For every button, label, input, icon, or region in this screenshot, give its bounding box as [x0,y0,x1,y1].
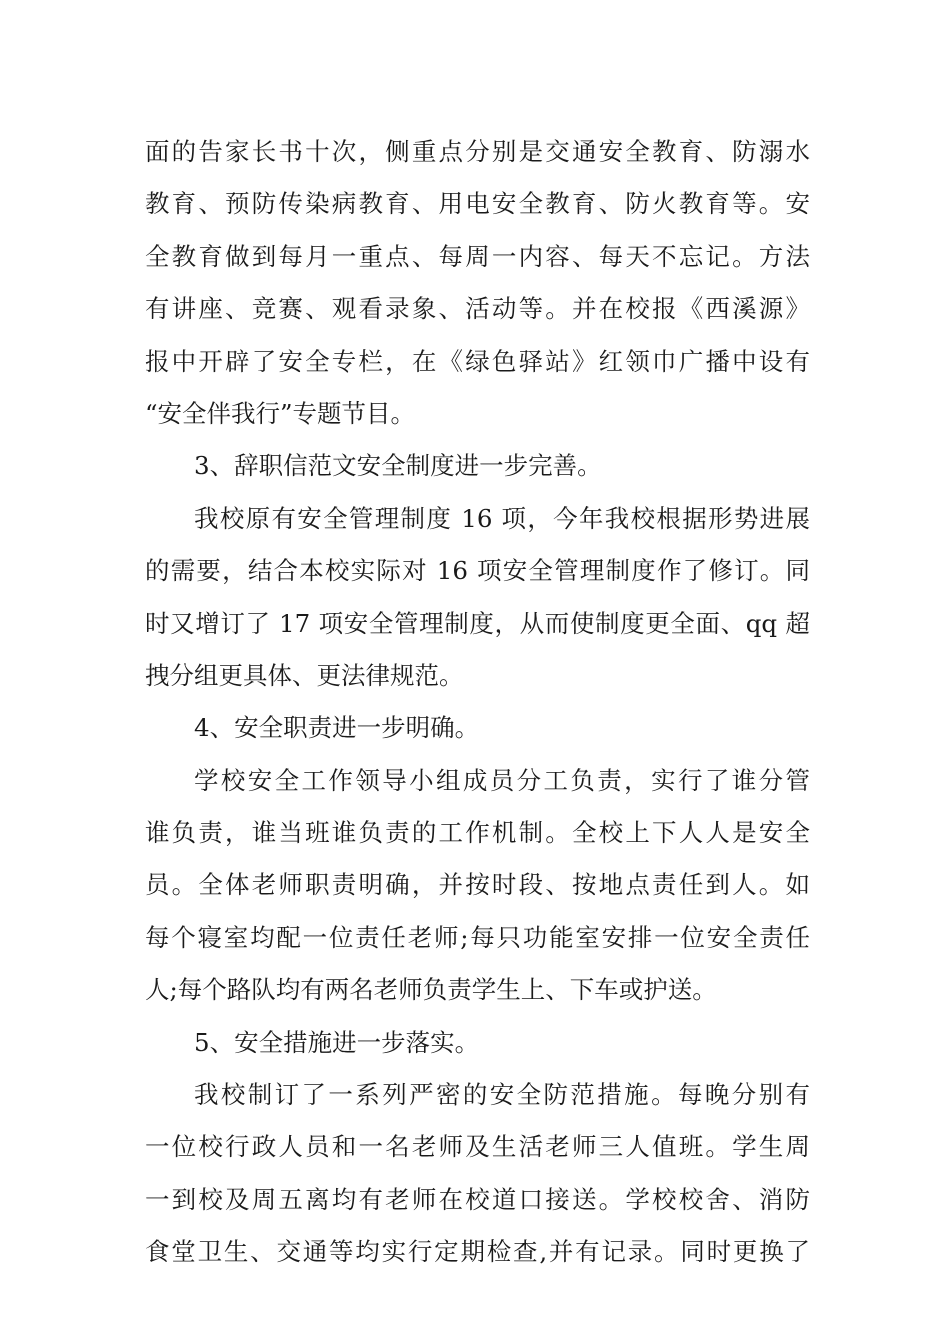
text-line: 我校原有安全管理制度 16 项，今年我校根据形势进展 [194,503,810,533]
text-line: 报中开辟了安全专栏，在《绿色驿站》红领巾广播中设有 [145,346,810,376]
text-line: 一到校及周五离均有老师在校道口接送。学校校舍、消防 [145,1184,810,1214]
text-line: 每个寝室均配一位责任老师;每只功能室安排一位安全责任 [145,922,810,952]
text-line: 拽分组更具体、更法律规范。 [145,660,464,690]
text-line: 时又增订了 17 项安全管理制度，从而使制度更全面、qq 超 [145,608,810,638]
text-line: 员。全体老师职责明确，并按时段、按地点责任到人。如 [145,870,810,900]
text-line: 一位校行政人员和一名老师及生活老师三人值班。学生周 [145,1132,810,1162]
text-line: 食堂卫生、交通等均实行定期检查,并有记录。同时更换了 [145,1237,810,1267]
text-line: 5、安全措施进一步落实。 [194,1027,480,1057]
text-line: 有讲座、竞赛、观看录象、活动等。并在校报《西溪源》 [145,294,810,324]
text-line: 教育、预防传染病教育、用电安全教育、防火教育等。安 [145,189,810,219]
text-line: 学校安全工作领导小组成员分工负责，实行了谁分管 [194,765,810,795]
text-line: 谁负责，谁当班谁负责的工作机制。全校上下人人是安全 [145,818,810,848]
text-line: 我校制订了一系列严密的安全防范措施。每晚分别有 [194,1080,810,1110]
document-body [145,126,810,1279]
text-line: 4、安全职责进一步明确。 [194,713,480,743]
text-line: 3、辞职信范文安全制度进一步完善。 [194,451,602,481]
text-line: “安全伴我行”专题节目。 [145,398,416,428]
text-line: 全教育做到每月一重点、每周一内容、每天不忘记。方法 [145,241,810,271]
text-line: 人;每个路队均有两名老师负责学生上、下车或护送。 [145,975,717,1005]
text-line: 的需要，结合本校实际对 16 项安全管理制度作了修订。同 [145,556,810,586]
text-line: 面的告家长书十次，侧重点分别是交通安全教育、防溺水 [145,137,810,166]
